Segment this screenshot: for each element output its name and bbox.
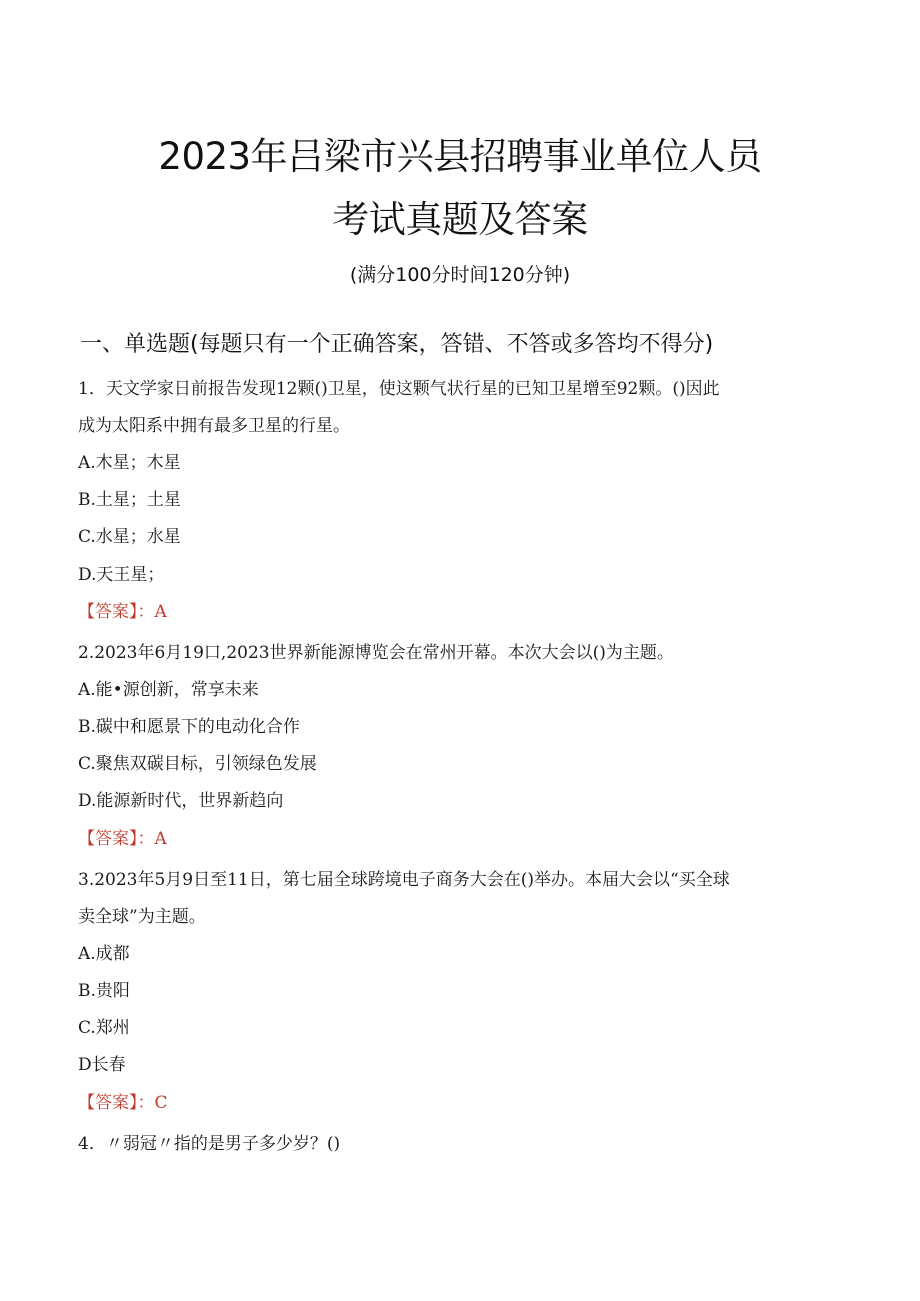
question-2-option-b: B.碳中和愿景下的电动化合作	[78, 717, 300, 737]
question-1-option-b: B.土星；土星	[78, 490, 181, 510]
section-heading: 一、单选题(每题只有一个正确答案，答错、不答或多答均不得分)	[80, 332, 714, 357]
question-1-option-d: D.天王星；	[78, 565, 165, 585]
document-title-line-1: 2023年吕梁市兴县招聘事业单位人员	[158, 135, 762, 178]
question-3-stem-line-2: 卖全球”为主题。	[78, 907, 206, 927]
question-1-stem-line-1: 1．天文学家日前报告发现12颗()卫星，使这颗气状行星的已知卫星增至92颗。()因此	[78, 379, 720, 399]
answer-value: A	[154, 602, 167, 622]
question-2-stem-line-1: 2.2023年6月19口,2023世界新能源博览会在常州开幕。本次大会以()为主题。	[78, 643, 674, 663]
question-1-option-c: C.水星；水星	[78, 527, 181, 547]
question-4-stem-line-1: 4．〃弱冠〃指的是男子多少岁？()	[78, 1134, 341, 1154]
exam-duration-note: (满分100分时间120分钟)	[349, 264, 571, 286]
answer-separator: ：	[137, 1093, 155, 1113]
question-3-option-d: D长春	[78, 1055, 126, 1075]
question-2-option-d: D.能源新时代，世界新趋向	[78, 791, 284, 811]
question-2-option-c: C.聚焦双碳目标，引领绿色发展	[78, 754, 317, 774]
answer-separator: ：	[137, 602, 155, 622]
document-title-line-2: 考试真题及答案	[332, 198, 588, 241]
question-1-option-a: A.木星；木星	[78, 453, 181, 473]
answer-separator: ：	[137, 829, 155, 849]
question-3-answer	[78, 1090, 838, 1116]
question-2-option-a: A.能•源创新，常享未来	[78, 680, 259, 700]
question-3-option-b: B.贵阳	[78, 981, 130, 1001]
question-3-stem-line-1: 3.2023年5月9日至11日，第七届全球跨境电子商务大会在()举办。本届大会以“买全球	[78, 870, 730, 890]
answer-value: A	[154, 829, 167, 849]
question-1-answer	[78, 599, 838, 625]
question-1-stem-line-2: 成为太阳系中拥有最多卫星的行星。	[78, 416, 350, 436]
answer-label: 【答案】	[78, 829, 138, 849]
question-2-answer	[78, 826, 838, 852]
answer-label: 【答案】	[78, 1093, 138, 1113]
question-3-option-c: C.郑州	[78, 1018, 130, 1038]
answer-label: 【答案】	[78, 602, 138, 622]
answer-value: C	[154, 1093, 168, 1113]
question-3-option-a: A.成都	[78, 944, 130, 964]
